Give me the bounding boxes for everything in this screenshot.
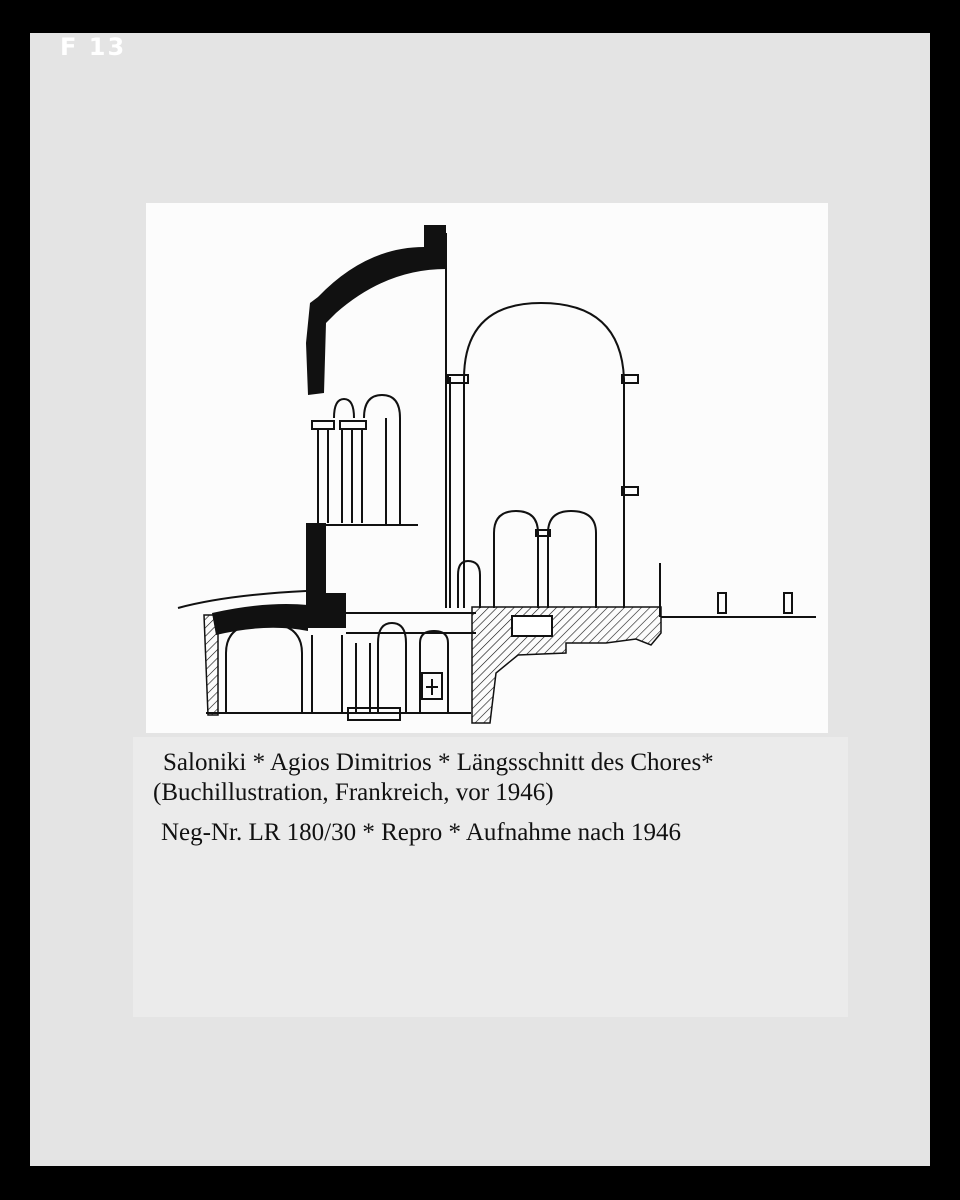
foundation-left (204, 615, 218, 715)
caption-source-text: Buchillustration, Frankreich, vor 1946 (161, 779, 546, 806)
crypt-arch-2 (378, 623, 406, 713)
dome-section (306, 225, 446, 395)
caption-title: Saloniki * Agios Dimitrios * Längsschnitt des Chores* (163, 749, 714, 776)
lower-arcade (494, 511, 538, 608)
longitudinal-section-illustration (146, 203, 828, 733)
crypt-arch-1 (226, 623, 302, 713)
frame-number-label: F 13 (60, 33, 127, 61)
caption-card (133, 737, 848, 1017)
pedestal-1 (718, 593, 726, 613)
small-niche (458, 561, 480, 608)
pedestal-2 (784, 593, 792, 613)
church-section-drawing (146, 203, 828, 733)
caption-source-open-paren: ( (153, 779, 162, 806)
foundation-right (472, 607, 661, 723)
caption-source (153, 779, 554, 807)
caption-source-close-paren: ) (545, 779, 554, 806)
window-slot (512, 616, 552, 636)
main-arch (464, 303, 624, 379)
caption-negative-number: Neg-Nr. LR 180/30 * Repro * Aufnahme nach 1946 (161, 819, 682, 846)
